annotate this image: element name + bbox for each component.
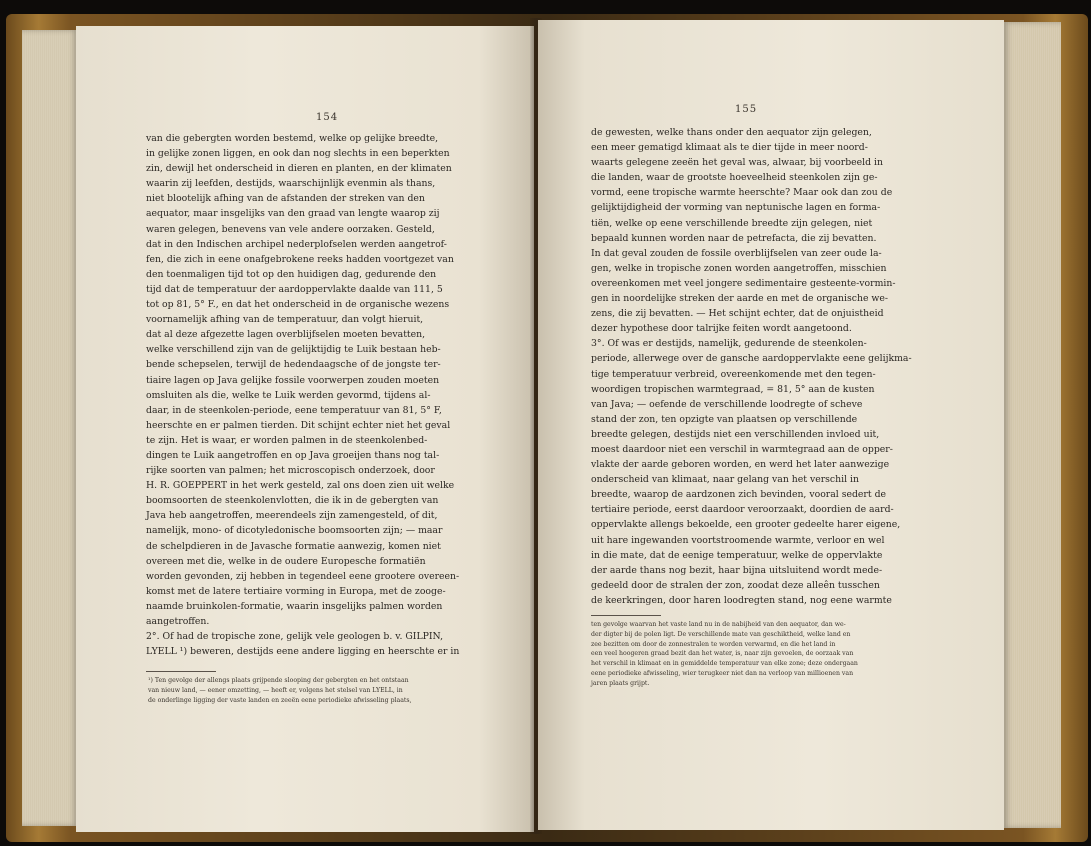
text-line: tijd dat de temperatuur der aardoppervlakte daalde van 111, 5	[146, 283, 443, 295]
footnote-line: ten gevolge waarvan het vaste land nu in de nabijheid van den aequator, dan we-	[591, 621, 846, 628]
text-line: van Java; — oefende de verschillende loodregte of scheve	[591, 398, 863, 410]
text-line: bepaald kunnen worden naar de petrefacta, die zij bevatten.	[591, 232, 877, 244]
text-line: gelijktijdigheid der vorming van neptunische lagen en forma-	[591, 202, 881, 214]
text-line: der aarde thans nog bezit, haar bijna uitsluitend wordt mede-	[591, 564, 883, 576]
text-line: stand der zon, ten opzigte van plaatsen op verschillende	[591, 413, 858, 425]
text-line: welke verschillend zijn van de gelijktijdig te Luik bestaan heb-	[146, 344, 441, 356]
text-line: te zijn. Het is waar, er worden palmen in de steenkolenbed-	[146, 434, 428, 446]
text-line: dat al deze afgezette lagen overblijfselen moeten bevatten,	[146, 329, 426, 341]
text-line: naamde bruinkolen-formatie, waarin insgelijks palmen worden	[146, 600, 443, 612]
text-line: boomsoorten de steenkolenvlotten, die ik in de gebergten van	[146, 495, 439, 507]
text-line: daar, in de steenkolen-periode, eene temperatuur van 81, 5° F,	[146, 404, 442, 416]
left-page-edges	[22, 30, 78, 826]
text-line: in die mate, dat de eenige temperatuur, welke de oppervlakte	[591, 549, 883, 561]
page-number: 154	[316, 112, 339, 123]
text-line: tige temperatuur verbreid, overeenkomende met den tegen-	[591, 368, 876, 380]
footnote-line: een veel hoogeren graad bezit dan het water, is, naar zijn gevoelen, de oorzaak van	[591, 650, 854, 658]
text-line: dingen te Luik aangetroffen en op Java groeijen thans nog tal-	[146, 449, 440, 461]
text-line: tertiaire periode, eerst daardoor veroorzaakt, doordien de aard-	[591, 504, 894, 516]
footnote-rule	[591, 615, 661, 616]
text-line: aequator, maar insgelijks van den graad van lengte waarop zij	[146, 208, 440, 220]
text-line: fen, die zich in eene onafgebrokene reeks hadden voortgezet van	[146, 253, 454, 265]
text-line: heerschte en er palmen tierden. Dit schijnt echter niet het geval	[146, 419, 451, 431]
text-line: 2°. Of had de tropische zone, gelijk vele geologen b. v. GILPIN,	[146, 631, 444, 643]
text-line: waren gelegen, benevens van vele andere oorzaken. Gesteld,	[146, 223, 435, 235]
text-line: dezer hypothese door talrijke feiten wordt aangetoond.	[591, 323, 852, 335]
text-line: omsluiten als die, welke te Luik werden gevormd, tijdens al-	[146, 389, 431, 401]
text-line: uit hare ingewanden voortstroomende warmte, verloor en wel	[591, 534, 885, 546]
footnote-line: de onderlinge ligging der vaste landen en zeeën eene periodieke afwisseling plaats,	[148, 696, 412, 704]
text-line: dat in den Indischen archipel nederplofselen werden aangetrof-	[146, 238, 447, 250]
text-line: een meer gematigd klimaat als te dier tijde in meer noord-	[591, 142, 868, 154]
text-line: worden gevonden, zij hebben in tegendeel eene grootere overeen-	[146, 570, 460, 582]
text-line: oppervlakte allengs bekoelde, een grooter gedeelte harer eigene,	[591, 519, 901, 531]
text-line: voornamelijk afhing van de temperatuur, dan volgt hieruit,	[146, 314, 424, 326]
text-line: namelijk, mono- of dicotyledonische boomsoorten zijn; — maar	[146, 525, 443, 537]
text-line: moest daardoor niet een verschil in warmtegraad aan de opper-	[591, 443, 893, 455]
footnote-line: eene periodieke afwisseling, wier terugkeer niet dan na verloop van millioenen van	[591, 669, 854, 677]
text-line: tiaire lagen op Java gelijke fossile voorwerpen zouden moeten	[146, 374, 440, 386]
page-body-text	[591, 125, 964, 608]
text-line: den toenmaligen tijd tot op den huidigen dag, gedurende den	[146, 268, 437, 280]
footnote-line: zee bezitten om door de zonnestralen te worden verwarmd, en die het land in	[591, 640, 836, 648]
text-line: Java heb aangetroffen, meerendeels zijn zamengesteld, of dit,	[146, 510, 438, 522]
page-body-text	[146, 131, 496, 659]
text-line: LYELL ¹) beweren, destijds eene andere ligging en heerschte er in	[146, 646, 460, 658]
text-line: vlakte der aarde geboren worden, en werd het later aanwezige	[591, 459, 890, 471]
text-line: H. R. GOEPPERT in het werk gesteld, zal ons doen zien uit welke	[146, 480, 455, 492]
footnote-line: jaren plaats grijpt.	[591, 679, 650, 687]
text-line: onderscheid van klimaat, naar gelang van het verschil in	[591, 474, 859, 486]
right-page-edges	[1003, 22, 1061, 828]
text-line: vormd, eene tropische warmte heerschte? Maar ook dan zou de	[591, 187, 893, 199]
text-line: aangetroffen.	[146, 616, 210, 627]
footnote-line: ¹) Ten gevolge der allengs plaats grijpende slooping der gebergten en het ontstaan	[148, 677, 409, 684]
text-line: woordigen tropischen warmtegraad, = 81, 5° aan de kusten	[591, 383, 875, 395]
footnote	[591, 620, 963, 689]
text-line: bende schepselen, terwijl de hedendaagsche of de jongste ter-	[146, 359, 441, 371]
text-line: de schelpdieren in de Javasche formatie aanwezig, komen niet	[146, 540, 441, 552]
text-line: komst met de latere tertiaire vorming in Europa, met de zooge-	[146, 585, 446, 597]
text-line: de gewesten, welke thans onder den aequator zijn gelegen,	[591, 127, 872, 138]
text-line: van die gebergten worden bestemd, welke op gelijke breedte,	[146, 133, 439, 144]
text-line: waarin zij leefden, destijds, waarschijnlijk evenmin als thans,	[146, 178, 436, 190]
text-line: de keerkringen, door haren loodregten stand, nog eene warmte	[591, 594, 892, 606]
footnote-line: het verschil in klimaat en in gemiddelde temperatuur van elke zone; deze ondergaan	[591, 660, 858, 668]
footnote-line: van nieuw land, — eener omzetting, — heeft er, volgens het stelsel van LYELL, in	[148, 686, 403, 694]
text-line: zin, dewijl het onderscheid in dieren en planten, en der klimaten	[146, 163, 452, 175]
text-line: tiën, welke op eene verschillende breedte zijn gelegen, niet	[591, 217, 873, 229]
text-line: tot op 81, 5° F., en dat het onderscheid in de organische wezens	[146, 299, 450, 311]
text-line: niet blootelijk afhing van de afstanden der streken van den	[146, 193, 425, 205]
footnote-line: der digter bij de polen ligt. De verschillende mate van geschiktheid, welke land en	[591, 630, 851, 638]
text-line: die landen, waar de grootste hoeveelheid steenkolen zijn ge-	[591, 172, 878, 184]
page-number: 155	[735, 104, 758, 115]
footnote-rule	[146, 671, 216, 672]
footnote	[148, 676, 503, 705]
text-line: overeen met die, welke in de oudere Europesche formatiën	[146, 555, 426, 567]
left-page	[76, 26, 534, 832]
text-line: overeenkomen met veel jongere sedimentaire gesteente-vormin-	[591, 277, 896, 289]
text-line: in gelijke zonen liggen, en ook dan nog slechts in een beperkten	[146, 148, 450, 160]
text-line: breedte, waarop de aardzonen zich bevinden, vooral sedert de	[591, 489, 887, 501]
text-line: In dat geval zouden de fossile overblijfselen van zeer oude la-	[591, 247, 882, 259]
text-line: periode, allerwege over de gansche aardoppervlakte eene gelijkma-	[591, 353, 912, 365]
text-line: zens, die zij bevatten. — Het schijnt echter, dat de onjuistheid	[591, 308, 884, 320]
text-line: rijke soorten van palmen; het microscopisch onderzoek, door	[146, 465, 435, 477]
text-line: gedeeld door de stralen der zon, zoodat deze alleên tusschen	[591, 579, 880, 591]
text-line: waarts gelegene zeeën het geval was, alwaar, bij voorbeeld in	[591, 157, 884, 169]
text-line: gen, welke in tropische zonen worden aangetroffen, misschien	[591, 262, 887, 274]
text-line: breedte gelegen, destijds niet een verschillenden invloed uit,	[591, 428, 880, 440]
right-page	[538, 20, 1004, 830]
text-line: 3°. Of was er destijds, namelijk, gedurende de steenkolen-	[591, 338, 867, 350]
text-line: gen in noordelijke streken der aarde en met de organische we-	[591, 293, 889, 305]
